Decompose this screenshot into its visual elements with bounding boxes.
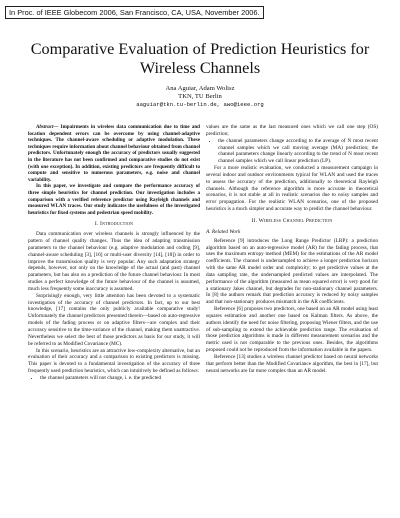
abstract-text: — Impairments in wireless data communication due to time and location dependent errors can be overcome by using channel-adaptive techniques. The channel-aware scheduling or adaptive modulation. These techniques require information about channel behaviour obtained from channel predictors. Unfortunately enough the accuracy of predictors usually suggested in the literature has not been confirmed and comparative studies do not exist (with one exception). In addition, existing predictors are frequently difficult to compute and sensitive to numerous parameters, e.g. noise and channel variability. (28, 124, 200, 183)
author-block (20, 85, 380, 109)
heuristics-list-right (206, 138, 378, 165)
related-work-paragraph-1: Reference [9] introduces the Long Range Predictor (LRP): a prediction algorithm based on an auto-regressive model (AR) for the fading process, that uses the maximum entropy method (MEM) for the estimations of the AR model coefficients. The channel is undersampled to achieve a longer prediction horizon with the same AR model order and complexity; to get predictive values at the data sampling rate, the undersampled predicted values are interpolated. The performance of the algorithm (measured as mean squared error) is very good for a stationary Jakes channel, but degrades for non-stationary channel parameters. In [8] the authors remark that prediction accuracy is reduced by noisy samples and that non-stationary produces mismatch in the AR coefficients. (206, 237, 378, 306)
author-names: Ana Aguiar, Adam Wolisz (165, 85, 235, 92)
title-line-2: Wireless Channels (139, 59, 261, 77)
left-column (28, 124, 200, 382)
heuristics-list-left (28, 375, 200, 382)
affiliation: TKN, TU Berlin (178, 93, 222, 100)
intro-paragraph-2: Surprisingly enough, very little attention has been devoted to a systematic investigation of the accuracy of channel predictors. In fact, up to our best knowledge, [17] contains the only publicly available comparative study! Unfortunately the channel predictors presented therein—based on auto-regressive models of the fading process or on adaptive filters—are complex and their accuracy sensitive to the time-variance of the channel, making them unattractive. Nevertheless we select the best of those predictors as basis for our study, it will be referred to as Modified Covariance (MC). (28, 292, 200, 347)
proceedings-banner: In Proc. of IEEE Globecom 2006, San Francisco, CA, USA, November 2006. (5, 6, 264, 19)
section-heading-introduction: I. Introduction (94, 221, 134, 228)
intro-paragraph-3: In this scenario, heuristics are an attractive low-complexity alternative, but an evaluation of their accuracy and a comparison to existing predictors is missing. This paper is devoted to a fundamental investigation of the accuracy of three frequently used prediction heuristics, which can intuitively be defined as follows: (28, 347, 200, 375)
evaluation-paragraph: For a more realistic evaluation, we conducted a measurement campaign in several indoor and outdoor environments typical for WLAN and used the traces to assess the accuracy of the prediction, additionally to theoretical Rayleigh channels. Although the reference algorithm is more accurate in theoretical scenarios, it is not stable at all in realistic scenarios due to noisy samples and error propagation. For the realistic WLAN scenarios, one of the proposed heuristics is a much simpler and accurate way to predict the channel behaviour. (206, 165, 378, 213)
abstract (28, 124, 200, 216)
intro-paragraph-1: Data communication over wireless channels is strongly influenced by the pattern of channel quality changes. Thus the idea of adapting transmission parameters to the channel behaviour (e.g. adaptive modulation and coding [9], channel-aware scheduling [3], [16] or multi-user diversity [14], [18]) in order to improve the transmission quality is very popular. Any such adaptation strategy depends, however, not only on the knowledge of the actual (and past) channel parameters, but has also on a prediction of the future channel behaviour. In most studies a perfect knowledge of the future behaviour of the channel is assumed, much less frequently some inaccuracy is assumed. (28, 231, 200, 292)
abstract-lead: Abstract (36, 124, 54, 130)
list-item: • the channel parameters change according to the average of N most recent channel samples which we call moving average (MA) prediction; the channel parameters change linearly according to the trend of N most recent channel samples which we call linear prediction (LP). (218, 138, 378, 165)
author-email: aaguiar@tkn.tu-berlin.de, awo@ieee.org (136, 101, 264, 108)
related-work-paragraph-2: Reference [6] proposes two predictors, one based on an AR model using least squares estimation and another one based on Kalman filters. As above, the authors identify the need for noise filtering, proposing Wiener filters, and the use of sub-sampling to extend the achievable prediction range. The evaluation of those prediction algorithms is made in different measurement scenarios and the metric used is not comparable to the previous ones. Besides, the algorithms proposed could not be reproduced from the information available in the papers. (206, 306, 378, 354)
list-item: • the channel parameters will not change, i. e. the predicted (40, 375, 200, 382)
abstract-paragraph-2: In this paper, we investigate and compare the performance accuracy of three simple heuristics for channel prediction. Our investigation includes a comparison with a verified reference predictor using Rayleigh channels and measured WLAN traces. Our study indicates the usefulness of the investigated heuristics for fixed systems and pedestrian speed mobility. (28, 183, 200, 216)
paper-title (20, 40, 380, 78)
right-column (206, 124, 378, 375)
section-heading-prediction: II. Wireless Channel Prediction (251, 217, 333, 224)
right-continuation: values are the same as the last measured ones which we call one step (OS) prediction; (206, 124, 378, 137)
title-line-1: Comparative Evaluation of Prediction Heuristics for (30, 40, 370, 58)
subsection-related-work: A. Related Work (206, 228, 241, 235)
related-work-paragraph-3: Reference [13] studies a wireless channel predictor based on neural networks that perform better than the Modified Covariance algorithm, the best in [17], but neural networks are far more complex than an AR model. (206, 354, 378, 374)
